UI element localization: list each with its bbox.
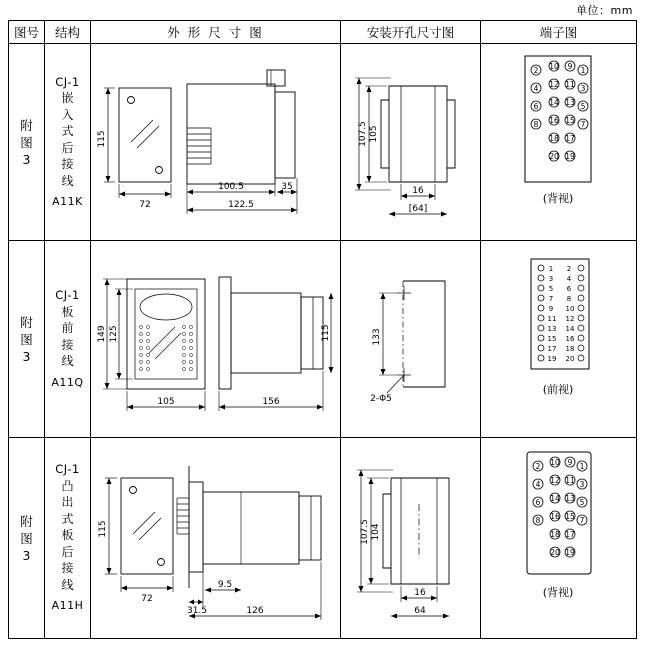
row2-figure-no [9, 241, 45, 438]
svg-text:12: 12 [550, 476, 560, 485]
row1-struct-line-3: 式 [61, 124, 74, 138]
row1-terminal-drawing [481, 44, 637, 241]
row3-dim-72: 72 [141, 594, 153, 604]
row3-no-char-1: 图 [20, 530, 33, 546]
svg-text:13: 13 [547, 325, 557, 333]
svg-text:10: 10 [565, 305, 575, 313]
row1-dim-1225: 122.5 [228, 200, 254, 210]
svg-text:2: 2 [535, 462, 541, 471]
svg-text:2: 2 [533, 66, 539, 75]
svg-text:18: 18 [549, 134, 559, 143]
svg-text:5: 5 [579, 498, 585, 507]
header-terminal: 端子图 [481, 21, 637, 44]
header-mount: 安装开孔尺寸图 [341, 21, 481, 44]
row3-outline-svg [91, 438, 339, 636]
row1-no-char-2: 3 [22, 151, 31, 167]
svg-text:16: 16 [565, 335, 575, 343]
row1-dim-1005: 100.5 [218, 182, 244, 192]
svg-text:12: 12 [549, 80, 559, 89]
row3-mount-drawing [341, 438, 481, 639]
svg-text:7: 7 [548, 295, 554, 303]
table-row [9, 241, 637, 438]
row1-mount-dim-16: 16 [412, 186, 424, 196]
row2-struct-code: A11Q [51, 375, 84, 389]
row3-struct-line-3: 式 [61, 511, 74, 526]
row2-no-char-1: 图 [20, 331, 33, 347]
svg-text:1: 1 [579, 462, 585, 471]
row2-mount-drawing [341, 241, 481, 438]
svg-text:3: 3 [580, 84, 586, 93]
row3-figure-no [9, 438, 45, 639]
row3-outline-drawing [91, 438, 341, 639]
svg-text:4: 4 [535, 480, 541, 489]
row3-struct-line-1: 凸 [61, 478, 74, 493]
svg-text:1: 1 [580, 66, 586, 75]
table-row [9, 438, 637, 639]
row3-struct-line-5: 后 [61, 544, 74, 559]
svg-text:13: 13 [565, 494, 575, 503]
row1-struct-line-6: 线 [61, 173, 74, 188]
row1-struct-line-5: 接 [61, 157, 74, 171]
svg-text:20: 20 [565, 355, 575, 363]
svg-text:6: 6 [533, 102, 539, 111]
svg-text:4: 4 [566, 275, 572, 283]
svg-text:10: 10 [549, 62, 559, 71]
svg-text:16: 16 [550, 512, 560, 521]
svg-text:9: 9 [548, 305, 554, 313]
row3-mount-dim-1075: 107.5 [360, 519, 370, 545]
table-header-row [9, 21, 637, 44]
svg-text:17: 17 [547, 345, 557, 353]
row3-struct-line-6: 接 [61, 561, 74, 576]
row3-no-char-0: 附 [20, 513, 33, 529]
row1-struct-line-2: 入 [61, 107, 74, 122]
row3-struct-code: A11H [51, 599, 84, 613]
svg-text:11: 11 [547, 315, 557, 323]
row1-struct-line-0: CJ-1 [55, 74, 80, 89]
row1-outline-drawing [91, 44, 341, 241]
row2-structure [45, 241, 91, 438]
svg-text:1: 1 [548, 265, 554, 273]
row3-dim-95: 9.5 [217, 580, 233, 590]
svg-text:9: 9 [567, 62, 573, 71]
svg-text:12: 12 [565, 315, 575, 323]
svg-text:15: 15 [565, 116, 575, 125]
row3-terminal-drawing [481, 438, 637, 639]
row1-struct-line-1: 嵌 [61, 91, 74, 105]
svg-text:20: 20 [549, 152, 559, 161]
row1-dim-72: 72 [139, 200, 151, 210]
svg-text:7: 7 [579, 516, 585, 525]
svg-text:5: 5 [580, 102, 586, 111]
row2-mount-dim-2phi5: 2-Φ5 [370, 394, 392, 404]
row3-struct-line-4: 板 [61, 528, 74, 543]
row1-figure-no [9, 44, 45, 241]
row2-struct-line-2: 前 [61, 321, 74, 335]
row1-no-char-0: 附 [20, 117, 33, 133]
row1-terminal-svg [481, 44, 635, 214]
row3-mount-dim-64: 64 [414, 606, 426, 616]
row3-struct-line-2: 出 [61, 495, 74, 510]
row3-no-char-2: 3 [22, 547, 31, 563]
svg-text:11: 11 [565, 80, 575, 89]
unit-note: 单位：mm [576, 4, 633, 17]
row2-dim-149: 149 [97, 325, 107, 343]
row1-struct-code: A11K [52, 195, 83, 208]
svg-text:8: 8 [533, 120, 539, 129]
svg-text:5: 5 [548, 285, 554, 293]
row2-struct-line-1: 板 [61, 304, 74, 319]
row3-struct-line-7: 线 [61, 577, 74, 592]
svg-text:2: 2 [566, 265, 572, 273]
row1-dim-115: 115 [97, 130, 107, 148]
row2-terminal-svg [481, 241, 635, 411]
row2-outline-svg [91, 241, 339, 435]
svg-text:18: 18 [550, 530, 560, 539]
row1-mount-dim-1075: 107.5 [358, 121, 368, 147]
svg-text:8: 8 [566, 295, 572, 303]
row2-terminal-caption: (前视) [542, 383, 574, 396]
svg-text:10: 10 [550, 458, 560, 467]
row1-mount-svg [341, 44, 479, 238]
row2-dim-115: 115 [321, 324, 331, 342]
row1-outline-svg [91, 44, 339, 238]
svg-text:19: 19 [565, 548, 575, 557]
row2-no-char-2: 3 [22, 348, 31, 364]
row1-terminal-caption: (背视) [542, 192, 574, 205]
row2-struct-line-4: 线 [61, 354, 74, 368]
svg-text:6: 6 [566, 285, 572, 293]
row3-struct-line-0: CJ-1 [55, 462, 80, 477]
svg-text:9: 9 [567, 458, 573, 467]
row1-struct-line-4: 后 [61, 140, 74, 155]
table-row [9, 44, 637, 241]
row3-dim-315: 31.5 [186, 606, 208, 616]
row2-terminal-drawing [481, 241, 637, 438]
svg-text:17: 17 [565, 530, 575, 539]
row2-no-char-0: 附 [20, 314, 33, 330]
svg-text:11: 11 [565, 476, 575, 485]
row2-dim-156: 156 [262, 397, 280, 407]
row2-outline-drawing [91, 241, 341, 438]
svg-text:7: 7 [580, 120, 586, 129]
svg-text:15: 15 [547, 335, 557, 343]
row2-dim-105: 105 [157, 397, 175, 407]
svg-text:20: 20 [550, 548, 560, 557]
row3-structure [45, 438, 91, 639]
svg-text:19: 19 [547, 355, 557, 363]
svg-text:4: 4 [533, 84, 539, 93]
svg-text:3: 3 [548, 275, 554, 283]
svg-text:8: 8 [535, 516, 541, 525]
row3-mount-dim-104: 104 [371, 523, 381, 541]
row2-struct-line-3: 接 [61, 337, 74, 352]
svg-text:6: 6 [535, 498, 541, 507]
dimension-table [8, 20, 637, 639]
header-no: 图号 [9, 21, 45, 44]
svg-text:13: 13 [565, 98, 575, 107]
row1-dim-35: 35 [281, 182, 293, 192]
row1-no-char-1: 图 [20, 134, 33, 150]
svg-text:19: 19 [565, 152, 575, 161]
row2-mount-svg [341, 241, 479, 435]
row3-terminal-svg [481, 438, 635, 618]
row1-mount-dim-64: [64] [408, 204, 428, 214]
row1-mount-drawing [341, 44, 481, 241]
row1-structure [45, 44, 91, 241]
row3-mount-dim-16: 16 [414, 588, 426, 598]
row2-struct-line-0: CJ-1 [55, 288, 80, 302]
row2-dim-125: 125 [109, 325, 119, 343]
svg-text:16: 16 [549, 116, 559, 125]
svg-text:14: 14 [550, 494, 560, 503]
row3-mount-svg [341, 438, 479, 636]
svg-text:3: 3 [579, 480, 585, 489]
row3-terminal-caption: (背视) [542, 586, 574, 599]
svg-text:17: 17 [565, 134, 575, 143]
header-outline: 外 形 尺 寸 图 [91, 21, 341, 44]
svg-text:15: 15 [565, 512, 575, 521]
row3-dim-115: 115 [98, 520, 108, 538]
header-structure: 结构 [45, 21, 91, 44]
svg-text:14: 14 [565, 325, 575, 333]
svg-text:18: 18 [565, 345, 575, 353]
row3-dim-126: 126 [246, 606, 264, 616]
svg-text:14: 14 [549, 98, 559, 107]
row2-mount-dim-133: 133 [372, 328, 382, 346]
row1-mount-dim-105: 105 [369, 125, 379, 143]
